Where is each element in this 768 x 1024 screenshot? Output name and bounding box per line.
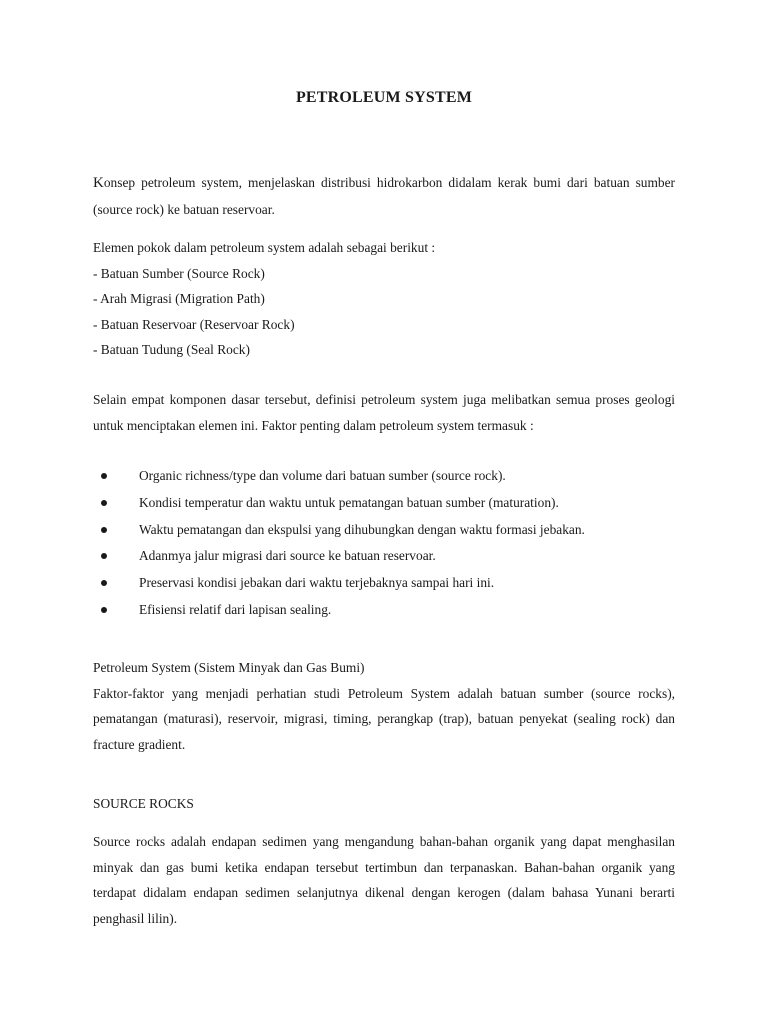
list-item: [93, 490, 675, 517]
intro-text: onsep petroleum system, menjelaskan distribusi hidrokarbon didalam kerak bumi dari batuan sumber (source rock) ke batuan reservoar.: [93, 175, 675, 217]
source-rocks-paragraph: Source rocks adalah endapan sedimen yang mengandung bahan-bahan organik yang dapat menghasilan minyak dan gas bumi ketika endapan tersebut tertimbun dan terpanaskan. Bahan-bahan organik yang terdapat didalam endapan sedimen selanjutnya dikenal dengan kerogen (dalam bahasa Yunani berarti penghasil lilin).: [93, 834, 675, 926]
bullet-icon: [101, 580, 107, 586]
bullet-icon: [101, 473, 107, 479]
intro-drop-letter: K: [93, 175, 104, 191]
page-title: PETROLEUM SYSTEM: [295, 89, 473, 106]
factor-text: Efisiensi relatif dari lapisan sealing.: [139, 601, 332, 617]
factor-text: Preservasi kondisi jebakan dari waktu terjebaknya sampai hari ini.: [139, 575, 495, 591]
ps-heading: Petroleum System (Sistem Minyak dan Gas Bumi): [93, 660, 365, 675]
source-rocks-heading: SOURCE ROCKS: [93, 796, 194, 811]
factor-text: Kondisi temperatur dan waktu untuk pematangan batuan sumber (maturation).: [139, 494, 559, 510]
list-item: [93, 597, 675, 624]
bullet-icon: [101, 607, 107, 613]
element-item: - Batuan Sumber (Source Rock): [93, 265, 265, 281]
ps-paragraph: Faktor-faktor yang menjadi perhatian studi Petroleum System adalah batuan sumber (source rocks), pematangan (maturasi), reservoir, migrasi, timing, perangkap (trap), batuan penyekat (sealing rock) dan fracture gradient.: [93, 685, 675, 752]
ps-section: [93, 655, 675, 757]
factor-text: Adanmya jalur migrasi dari source ke batuan reservoar.: [139, 548, 436, 564]
list-item: [93, 543, 675, 570]
element-item: - Arah Migrasi (Migration Path): [93, 291, 265, 306]
list-item: [93, 517, 675, 544]
bullet-icon: [101, 527, 107, 533]
elements-section: [93, 235, 675, 363]
element-item: - Batuan Reservoar (Reservoar Rock): [93, 316, 295, 332]
elements-heading: Elemen pokok dalam petroleum system adalah sebagai berikut :: [93, 240, 436, 255]
factor-text: Waktu pematangan dan ekspulsi yang dihubungkan dengan waktu formasi jebakan.: [139, 521, 585, 537]
list-item: [93, 463, 675, 490]
list-item: [93, 570, 675, 597]
bullet-icon: [101, 500, 107, 506]
factor-text: Organic richness/type dan volume dari batuan sumber (source rock).: [139, 468, 506, 483]
intro-paragraph: [93, 170, 675, 222]
factors-list: [93, 463, 675, 624]
factors-paragraph: Selain empat komponen dasar tersebut, definisi petroleum system juga melibatkan semua proses geologi untuk menciptakan elemen ini. Faktor penting dalam petroleum system termasuk :: [93, 392, 675, 433]
bullet-icon: [101, 553, 107, 559]
element-item: - Batuan Tudung (Seal Rock): [93, 342, 250, 357]
